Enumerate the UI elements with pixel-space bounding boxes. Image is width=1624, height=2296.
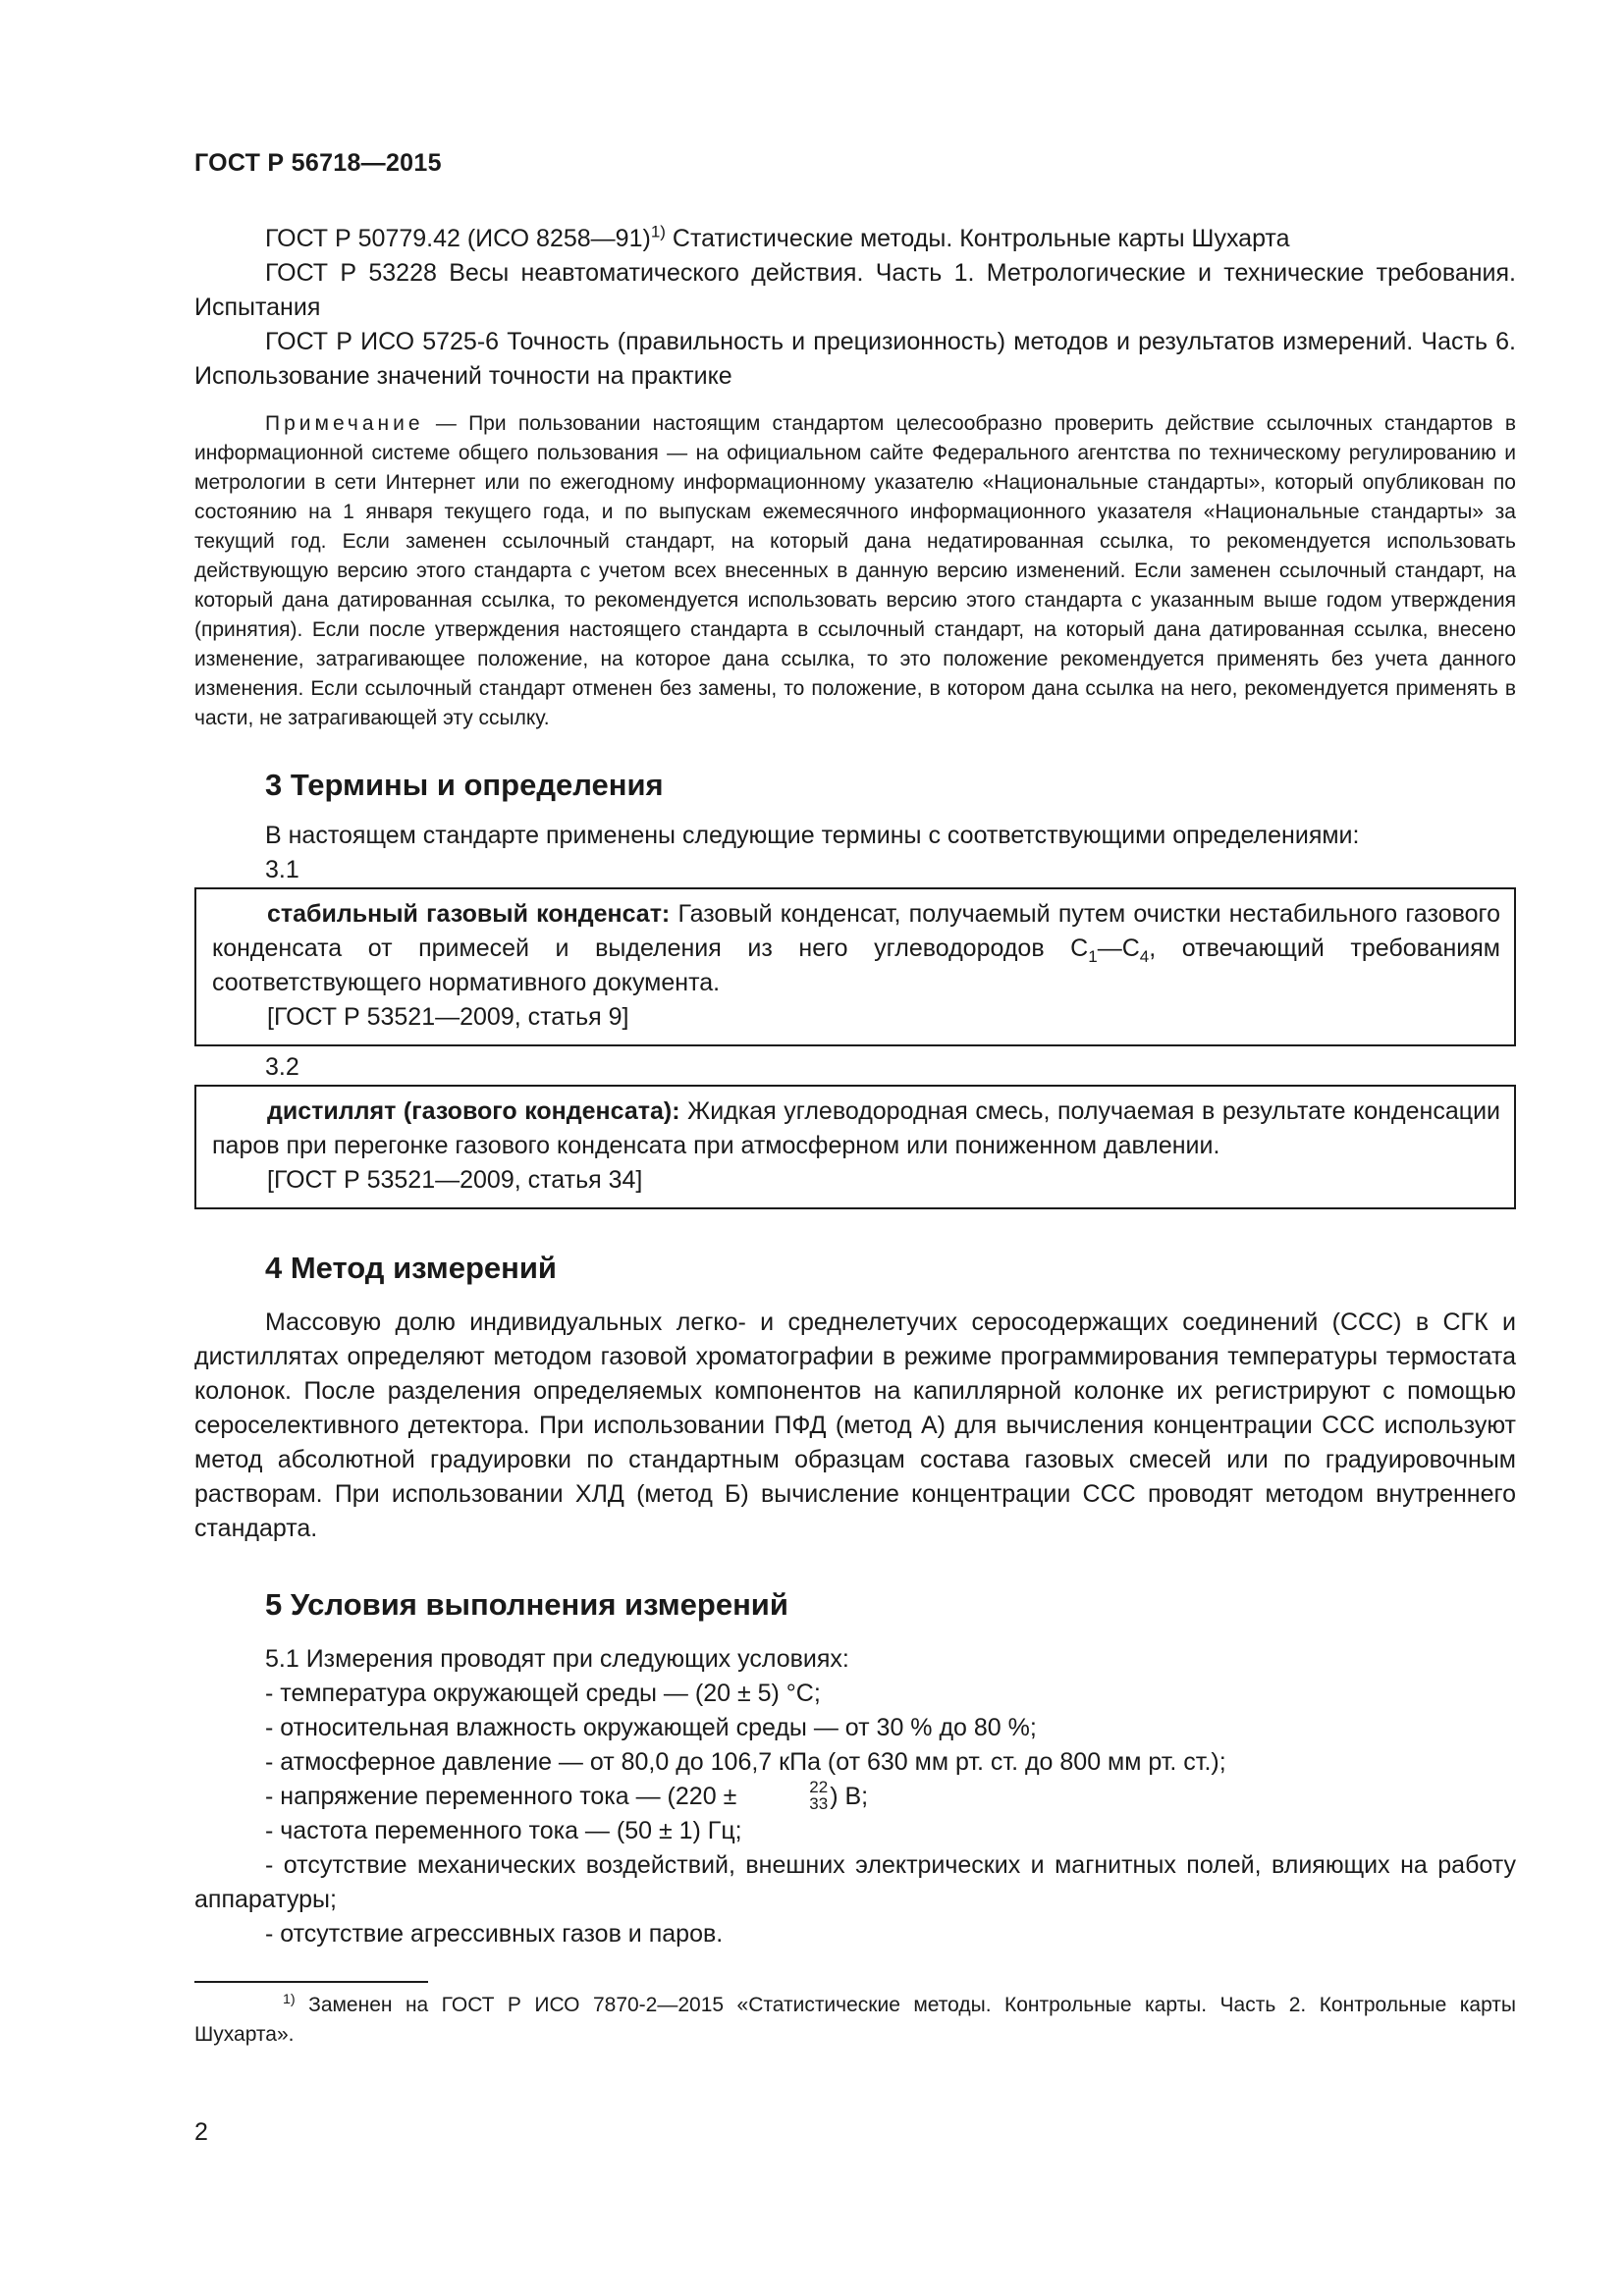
term-3-1-term: стабильный газовый конденсат: [267,900,671,928]
note-label: Примечание [265,412,424,435]
page-number: 2 [194,2118,208,2146]
term-3-2-number: 3.2 [265,1053,299,1081]
reference-1-code: ГОСТ Р 50779.42 (ИСО 8258—91) [265,225,651,252]
section-5-title: 5 Условия выполнения измерений [265,1587,788,1622]
term-3-2-source: [ГОСТ Р 53521—2009, статья 34] [267,1166,643,1194]
term-3-1-def-part-b: , отвечающий требованиям соответствующего нормативного документа. [212,934,1500,996]
reference-1-title: Статистические методы. Контрольные карты Шухарта [665,225,1290,252]
term-3-1-number: 3.1 [265,856,299,883]
plus-minus-sign: ± [723,1783,737,1810]
subscript-4: 4 [1139,947,1150,966]
note-text: — При пользовании настоящим стандартом целесообразно проверить действие ссылочных стандартов в информационной системе общего пользования — на официальном сайте Федерального агентства по техническому регулированию и метрологии в сети Интернет или по ежегодному информационному указателю «Национальные стандарты», который опубликован по состоянию на 1 января текущего года, и по выпускам ежемесячного информационного указателя «Национальные стандарты» за текущий год. Если заменен ссылочный стандарт, на который дана недатированная ссылка, то рекомендуется использовать действующую версию этого стандарта с учетом всех внесенных в данную версию изменений. Если заменен ссылочный стандарт, на который дана датированная ссылка, то рекомендуется использовать версию этого стандарта с указанным выше годом утверждения (принятия). Если после утверждения настоящего стандарта в ссылочный стандарт, на который дана датированная ссылка, внесено изменение, затрагивающее положение, на которое дана ссылка, то это положение рекомендуется применять без учета данного изменения. Если ссылочный стандарт отменен без замены, то положение, в котором дана ссылка на него, рекомендуется применять в части, не затрагивающей эту ссылку. [194,412,1516,729]
note-paragraph [194,409,1516,733]
reference-2: ГОСТ Р 53228 Весы неавтоматического действия. Часть 1. Метрологические и технические требования. Испытания [194,259,1516,321]
reference-3: ГОСТ Р ИСО 5725-6 Точность (правильность и прецизионность) методов и результатов измерений. Часть 6. Использование значений точности на практике [194,328,1516,390]
term-3-1-def-part-a: Газовый конденсат, получаемый путем очистки нестабильного газового конденсата от примесей и выделения из него углеводородов С [212,900,1500,962]
condition-no-interference: - отсутствие механических воздействий, внешних электрических и магнитных полей, влияющих на работу аппаратуры; [194,1851,1516,1914]
term-3-2-box [194,1085,1516,1209]
document-body [194,222,1516,2050]
subscript-1: 1 [1088,947,1098,966]
document-page [194,0,1516,2296]
voltage-suffix: ) В; [830,1783,869,1810]
voltage-prefix: - напряжение переменного тока — (220 [265,1783,717,1810]
section-4-text: Массовую долю индивидуальных легко- и среднелетучих серосодержащих соединений (ССС) в СГК и дистиллятах определяют методом газовой хроматографии в режиме программирования температуры термостата колонок. После разделения определяемых компонентов на капиллярной колонке их регистрируют с помощью сероселективного детектора. При использовании ПФД (метод А) для вычисления концентрации ССС используют метод абсолютной градуировки по стандартным образцам состава газовых смесей или по градуировочным растворам. При использовании ХЛД (метод Б) вычисление концентрации ССС проводят методом внутреннего стандарта. [194,1308,1516,1542]
section-5-intro: 5.1 Измерения проводят при следующих условиях: [265,1645,849,1673]
section-3-title: 3 Термины и определения [265,768,664,802]
term-3-1-definition [212,897,1500,1000]
term-3-2-definition [212,1095,1500,1163]
section-4-title: 4 Метод измерений [265,1251,557,1285]
footnote-text: Заменен на ГОСТ Р ИСО 7870-2—2015 «Статистические методы. Контрольные карты. Часть 2. Контрольные карты Шухарта». [194,1994,1516,2047]
condition-pressure: - атмосферное давление — от 80,0 до 106,7 кПа (от 630 мм рт. ст. до 800 мм рт. ст.); [265,1748,1226,1776]
document-header-code: ГОСТ Р 56718—2015 [194,149,442,177]
voltage-tolerance-upper: 22 [809,1778,829,1797]
voltage-tolerance-lower: 33 [809,1794,829,1814]
term-3-1-dash: —С [1097,934,1140,962]
term-3-1-box [194,887,1516,1046]
footnote-ref-mark: 1) [650,222,666,241]
condition-voltage [194,1780,1516,1814]
footnote-mark: 1) [283,1992,296,2008]
condition-temperature: - температура окружающей среды — (20 ± 5) °С; [265,1680,821,1707]
footnote-1 [194,1991,1516,2050]
section-3-intro: В настоящем стандарте применены следующие термины с соответствующими определениями: [265,822,1360,849]
condition-frequency: - частота переменного тока — (50 ± 1) Гц; [265,1817,742,1845]
condition-no-aggressive-gases: - отсутствие агрессивных газов и паров. [265,1920,724,1949]
voltage-tolerance [738,1779,828,1812]
footnote-separator [194,1981,428,1983]
term-3-2-def: Жидкая углеводородная смесь, получаемая в результате конденсации паров при перегонке газового конденсата при атмосферном или пониженном давлении. [212,1097,1501,1159]
reference-1 [194,222,1516,256]
term-3-1-source: [ГОСТ Р 53521—2009, статья 9] [267,1003,629,1031]
condition-humidity: - относительная влажность окружающей среды — от 30 % до 80 %; [265,1714,1037,1741]
term-3-2-term: дистиллят (газового конденсата): [267,1097,680,1125]
